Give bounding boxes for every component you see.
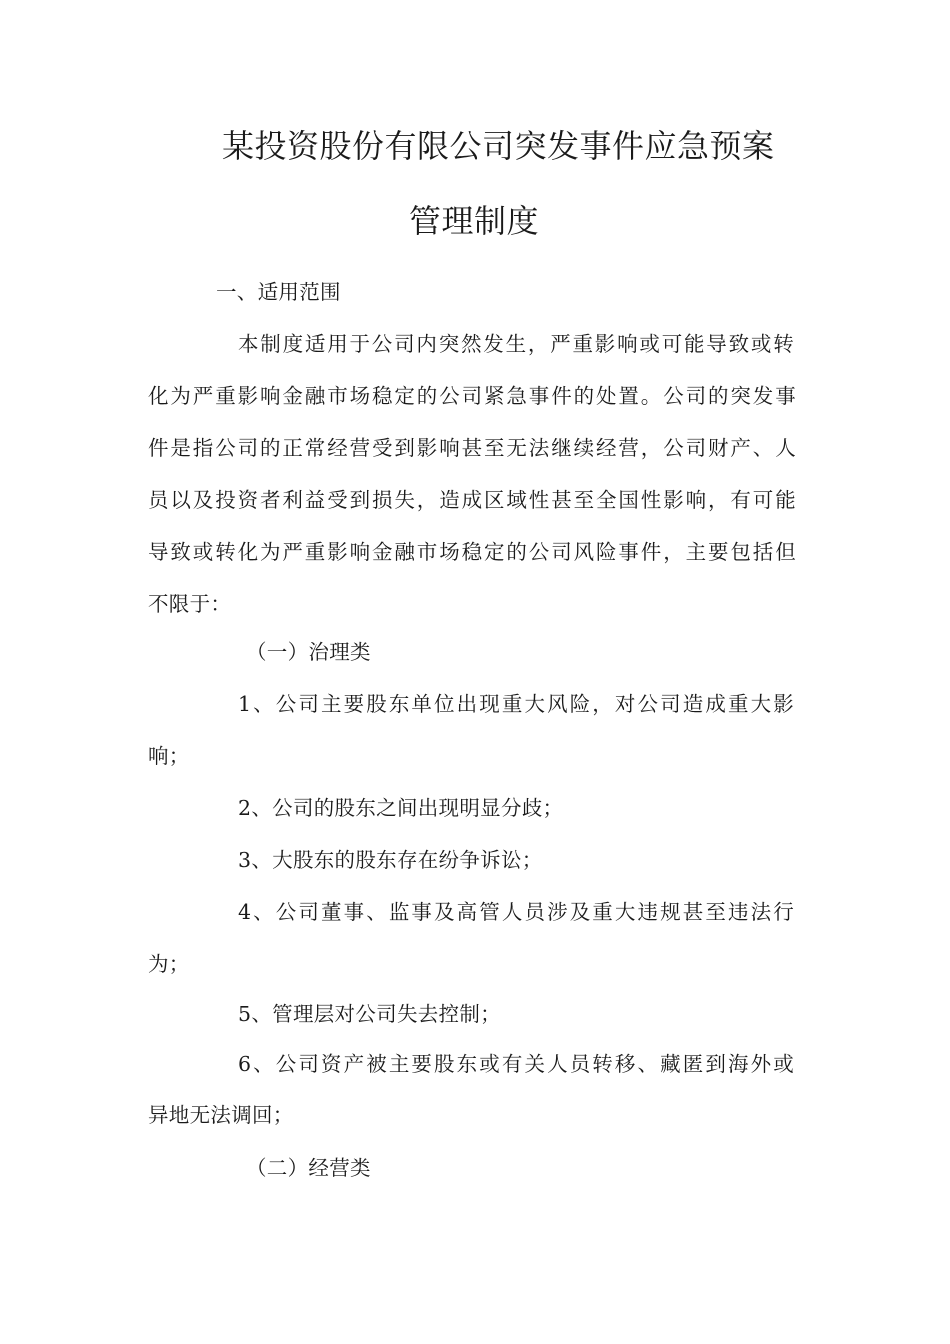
intro-paragraph-line: 员以及投资者利益受到损失，造成区域性甚至全国性影响，有可能 (148, 488, 796, 512)
subheading-operations: （二）经营类 (246, 1156, 371, 1180)
list-item: 1、公司主要股东单位出现重大风险，对公司造成重大影 (238, 692, 794, 716)
section-heading-scope: 一、适用范围 (216, 280, 341, 304)
subheading-governance: （一）治理类 (246, 640, 371, 664)
intro-paragraph-line: 化为严重影响金融市场稳定的公司紧急事件的处置。公司的突发事 (148, 384, 796, 408)
intro-paragraph-line: 件是指公司的正常经营受到影响甚至无法继续经营，公司财产、人 (148, 436, 796, 460)
intro-paragraph-line: 本制度适用于公司内突然发生，严重影响或可能导致或转 (238, 332, 794, 356)
document-title-line-1: 某投资股份有限公司突发事件应急预案 (222, 127, 775, 165)
list-item: 5、管理层对公司失去控制； (238, 1002, 501, 1026)
list-item-continuation: 响； (148, 744, 190, 768)
list-item: 2、公司的股东之间出现明显分歧； (238, 796, 564, 820)
intro-paragraph-line: 不限于： (148, 592, 232, 616)
list-item: 4、公司董事、监事及高管人员涉及重大违规甚至违法行 (238, 900, 794, 924)
list-item: 3、大股东的股东存在纷争诉讼； (238, 848, 543, 872)
list-item-continuation: 为； (148, 952, 190, 976)
list-item-continuation: 异地无法调回； (148, 1103, 294, 1127)
list-item: 6、公司资产被主要股东或有关人员转移、藏匿到海外或 (238, 1052, 794, 1076)
intro-paragraph-line: 导致或转化为严重影响金融市场稳定的公司风险事件，主要包括但 (148, 540, 796, 564)
document-title-line-2: 管理制度 (409, 202, 540, 240)
